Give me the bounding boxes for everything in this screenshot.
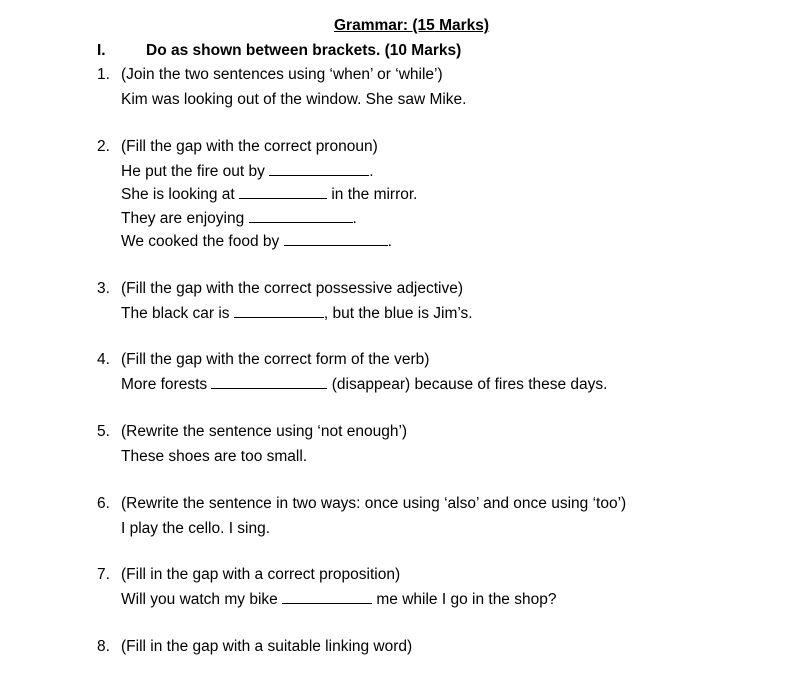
question-5-line-1 bbox=[121, 448, 307, 466]
instruction-text: (Fill the gap with the correct pronoun) bbox=[121, 138, 378, 155]
question-1-instruction bbox=[97, 66, 443, 84]
question-7-instruction bbox=[97, 566, 400, 584]
question-6-line-1 bbox=[121, 520, 270, 538]
question-8-instruction bbox=[97, 638, 412, 656]
question-2-line-2 bbox=[121, 186, 418, 204]
question-number: 8. bbox=[97, 638, 110, 655]
question-number: 5. bbox=[97, 423, 110, 440]
sentence-text: These shoes are too small. bbox=[121, 448, 308, 465]
section-instruction: Do as shown between brackets. (10 Marks) bbox=[146, 42, 462, 59]
question-number: 4. bbox=[97, 351, 110, 368]
question-6-instruction bbox=[97, 495, 626, 513]
question-number: 3. bbox=[97, 280, 110, 297]
instruction-text: (Fill the gap with the correct form of the verb) bbox=[121, 351, 430, 368]
instruction-text: (Join the two sentences using ‘when’ or ‘while’) bbox=[121, 66, 443, 83]
question-2-line-3 bbox=[121, 210, 357, 228]
instruction-text: (Fill in the gap with a suitable linking word) bbox=[121, 638, 413, 655]
question-number: 6. bbox=[97, 495, 110, 512]
instruction-text: (Fill in the gap with a correct proposition) bbox=[121, 566, 401, 583]
question-2-instruction bbox=[97, 138, 378, 156]
sentence-text: The black car is bbox=[121, 305, 234, 322]
answer-blank[interactable] bbox=[282, 591, 372, 604]
question-3-instruction bbox=[97, 280, 463, 298]
sentence-text: in the mirror. bbox=[327, 186, 418, 203]
question-number: 7. bbox=[97, 566, 110, 583]
question-number: 1. bbox=[97, 66, 110, 83]
sentence-text: More forests bbox=[121, 376, 212, 393]
sentence-text: They are enjoying bbox=[121, 210, 249, 227]
sentence-text: I play the cello. I sing. bbox=[121, 520, 271, 537]
section-heading bbox=[97, 42, 461, 60]
answer-blank[interactable] bbox=[239, 186, 327, 199]
sentence-text: Will you watch my bike bbox=[121, 591, 283, 608]
sentence-text: (disappear) because of fires these days. bbox=[327, 376, 608, 393]
question-4-line-1 bbox=[121, 376, 607, 394]
question-5-instruction bbox=[97, 423, 407, 441]
question-7-line-1 bbox=[121, 591, 556, 609]
question-2-line-1 bbox=[121, 163, 374, 181]
section-number: I. bbox=[97, 42, 106, 59]
instruction-text: (Fill the gap with the correct possessive adjective) bbox=[121, 280, 464, 297]
answer-blank[interactable] bbox=[211, 376, 327, 389]
question-4-instruction bbox=[97, 351, 429, 369]
answer-blank[interactable] bbox=[284, 233, 388, 246]
answer-blank[interactable] bbox=[249, 210, 353, 223]
question-2-line-4 bbox=[121, 233, 392, 251]
page-title: Grammar: (15 Marks) bbox=[334, 17, 490, 34]
question-1-line-1 bbox=[121, 91, 466, 109]
sentence-text: . bbox=[352, 210, 357, 227]
sentence-text: . bbox=[369, 163, 374, 180]
sentence-text: Kim was looking out of the window. She saw Mike. bbox=[121, 91, 467, 108]
sentence-text: She is looking at bbox=[121, 186, 240, 203]
question-number: 2. bbox=[97, 138, 110, 155]
instruction-text: (Rewrite the sentence using ‘not enough’) bbox=[121, 423, 408, 440]
sentence-text: He put the fire out by bbox=[121, 163, 270, 180]
answer-blank[interactable] bbox=[234, 305, 324, 318]
question-3-line-1 bbox=[121, 305, 473, 323]
answer-blank[interactable] bbox=[269, 163, 369, 176]
sentence-text: . bbox=[387, 233, 392, 250]
sentence-text: We cooked the food by bbox=[121, 233, 284, 250]
sentence-text: me while I go in the shop? bbox=[372, 591, 557, 608]
instruction-text: (Rewrite the sentence in two ways: once using ‘also’ and once using ‘too’) bbox=[121, 495, 627, 512]
sentence-text: , but the blue is Jim’s. bbox=[323, 305, 473, 322]
